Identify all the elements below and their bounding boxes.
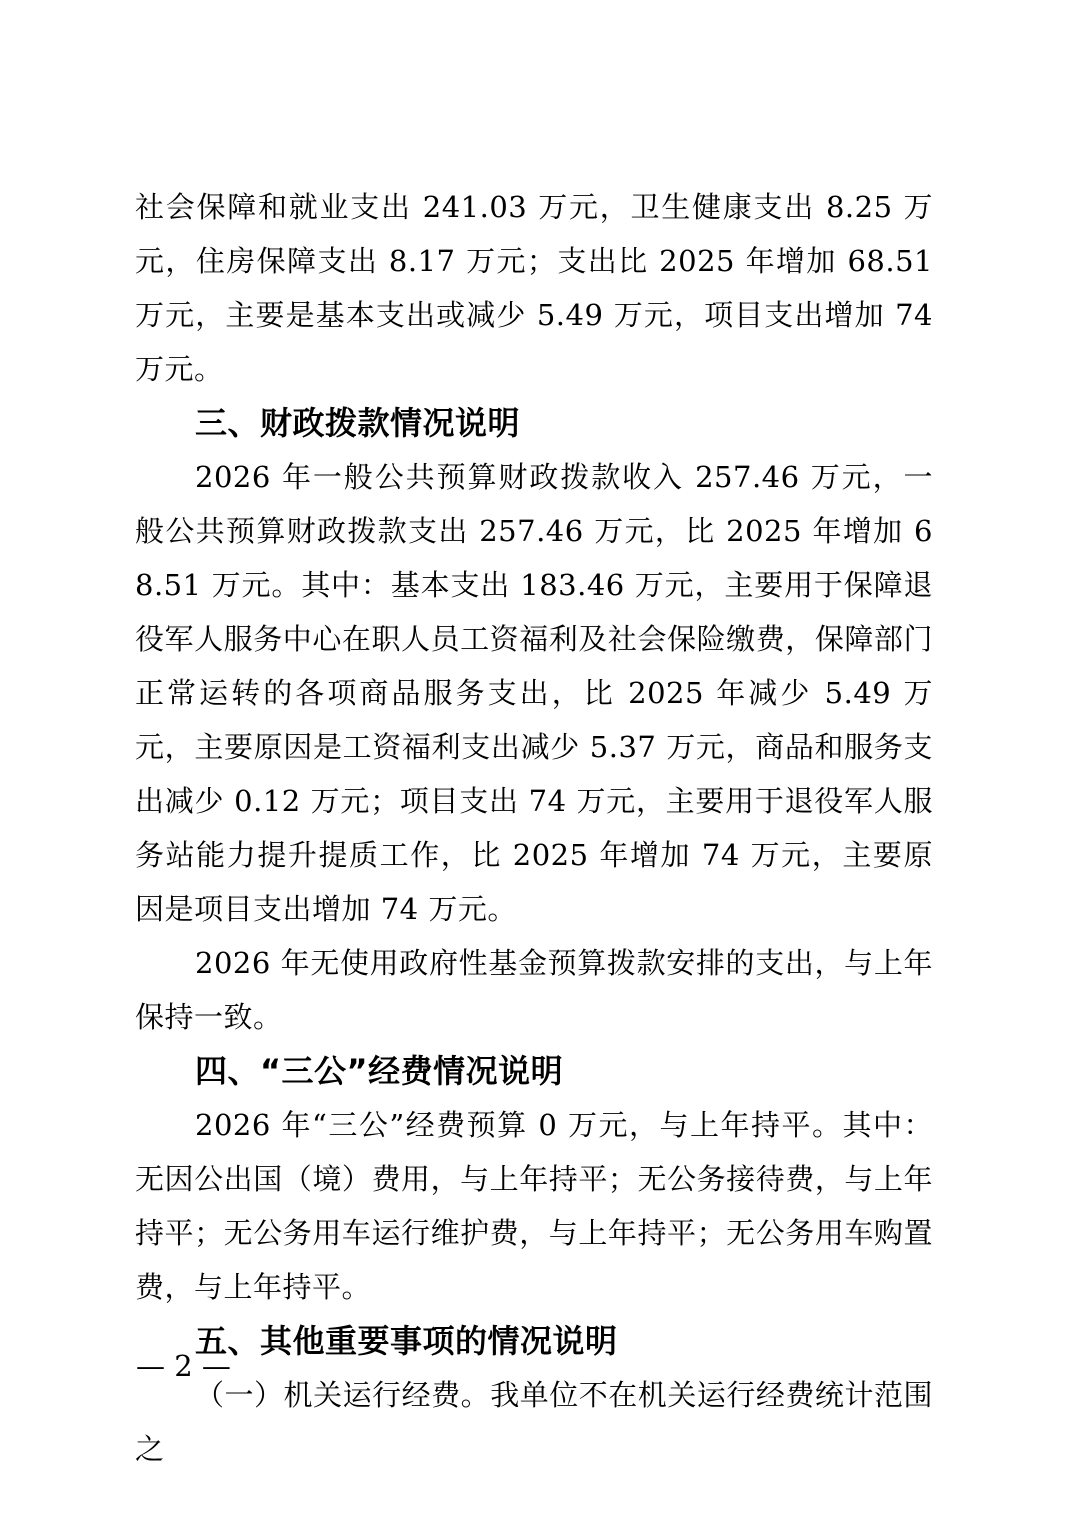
heading-section-4-three-public-expenses: 四、“三公”经费情况说明	[195, 1052, 564, 1090]
page-number: — 2 —	[136, 1349, 231, 1383]
paragraph-fiscal-appropriation-detail: 2026 年一般公共预算财政拨款收入 257.46 万元，一般公共预算财政拨款支出 257.46 万元，比 2025 年增加 68.51 万元。其中：基本支出 183.46 万元，主要用于保障退役军人服务中心在职人员工资福利及社会保险缴费，保障部门正常运转的各项商品服务支出，比 2025 年减少 5.49 万元，主要原因是工资福利支出减少 5.37 万元，商品和服务支出减少 0.12 万元；项目支出 74 万元，主要用于退役军人服务站能力提升提质工作，比 2025 年增加 74 万元，主要原因是项目支出增加 74 万元。	[135, 460, 933, 926]
heading-section-5-other-important-matters: 五、其他重要事项的情况说明	[195, 1322, 618, 1360]
paragraph-agency-operating-expenses: （一）机关运行经费。我单位不在机关运行经费统计范围之	[135, 1378, 933, 1466]
paragraph-three-public-expenses-detail: 2026 年“三公”经费预算 0 万元，与上年持平。其中：无因公出国（境）费用，与上年持平；无公务接待费，与上年持平；无公务用车运行维护费，与上年持平；无公务用车购置费，与上年持平。	[135, 1108, 933, 1304]
page-footer	[136, 1344, 231, 1388]
paragraph-expenditure-breakdown: 社会保障和就业支出 241.03 万元，卫生健康支出 8.25 万元，住房保障支出 8.17 万元；支出比 2025 年增加 68.51 万元，主要是基本支出或减少 5.49 万元，项目支出增加 74 万元。	[135, 190, 933, 386]
paragraph-government-fund-budget: 2026 年无使用政府性基金预算拨款安排的支出，与上年保持一致。	[135, 946, 933, 1034]
document-body	[135, 180, 933, 1476]
heading-section-3-fiscal-appropriation: 三、财政拨款情况说明	[195, 404, 521, 442]
